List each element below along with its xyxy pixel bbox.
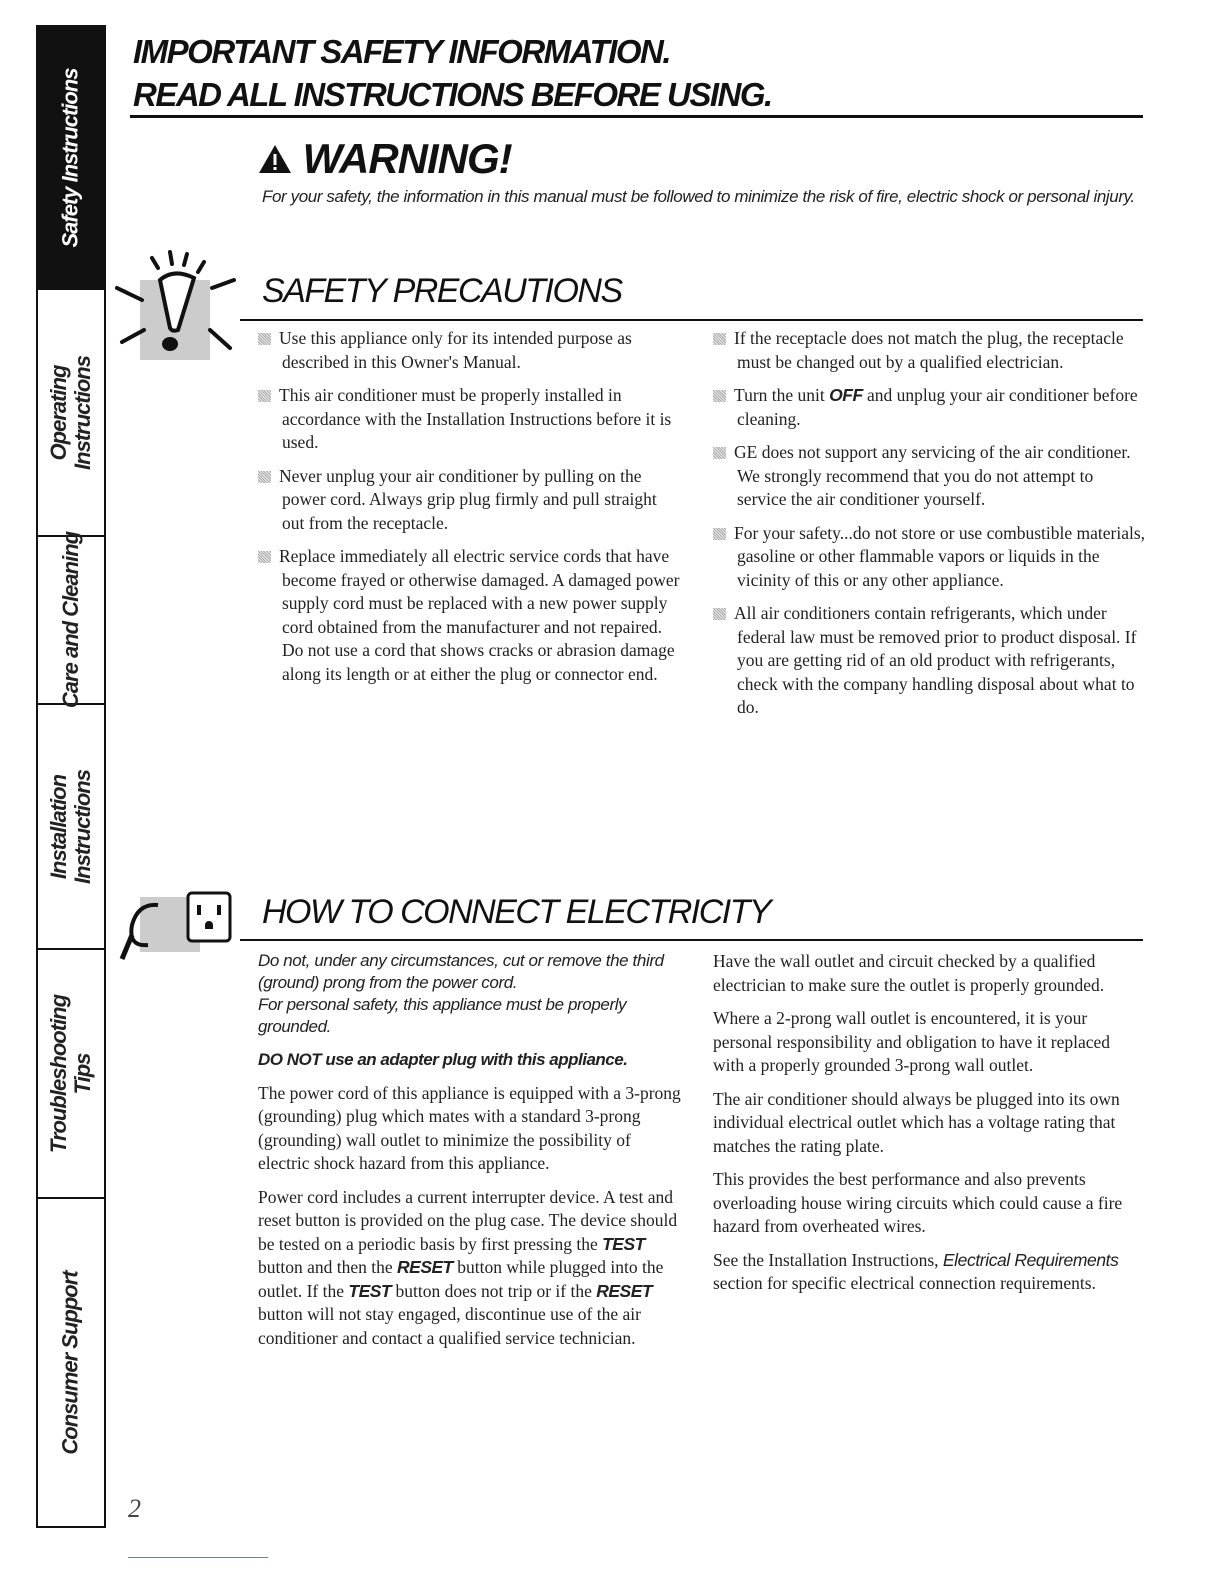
adapter-plug-warning: DO NOT use an adapter plug with this appliance. <box>258 1050 628 1069</box>
interrupter-paragraph <box>258 1186 683 1351</box>
safety-item-text: All air conditioners contain refrigerants, which under federal law must be removed prior to product disposal. If you are getting rid of an old product with refrigerants, check with the company handling disposal about what to do. <box>734 603 1137 717</box>
tab-operating-instructions[interactable] <box>38 290 104 537</box>
bullet-icon <box>713 333 726 345</box>
safety-left-column <box>258 327 683 696</box>
outlet-check-paragraph: Have the wall outlet and circuit checked by a qualified electrician to make sure the outlet is properly grounded. <box>713 951 1105 995</box>
text: section for specific electrical connection requirements. <box>713 1273 1096 1293</box>
footer-rule <box>128 1557 268 1558</box>
off-emphasis: OFF <box>829 385 863 405</box>
bullet-icon <box>258 333 271 345</box>
safety-item-text: Replace immediately all electric service cords that have become frayed or otherwise damaged. A damaged power supply cord must be replaced with a new power supply cord obtained from the manufacturer and not repaired. Do not use a cord that shows cracks or abrasion damage along its length or at either the plug or connector end. <box>279 546 680 684</box>
electrical-requirements-reference: Electrical Requirements <box>942 1249 1119 1270</box>
safety-item <box>713 441 1145 512</box>
warning-text: For your safety, the information in this manual must be followed to minimize the risk of fire, electric shock or personal injury. <box>262 187 1135 206</box>
reset-emphasis: RESET <box>397 1257 453 1277</box>
safety-item <box>713 384 1145 431</box>
safety-item <box>258 384 683 455</box>
text: button and then the <box>258 1257 398 1277</box>
tab-label: Operating Instructions <box>46 355 95 470</box>
tab-label: Troubleshooting Tips <box>46 994 96 1153</box>
bullet-icon <box>713 390 726 402</box>
safety-item-text: Use this appliance only for its intended purpose as described in this Owner's Manual. <box>279 328 632 372</box>
warning-heading <box>258 135 512 183</box>
page-number: 2 <box>128 1494 141 1523</box>
tab-consumer-support[interactable] <box>38 1199 104 1526</box>
tab-label: Installation Instructions <box>46 769 95 884</box>
tab-label: Safety Instructions <box>58 67 84 248</box>
two-prong-paragraph: Where a 2-prong wall outlet is encountered, it is your personal responsibility and obligation to have it replaced with a properly grounded 3-prong wall outlet. <box>713 1008 1111 1075</box>
electricity-rule <box>240 939 1143 941</box>
text: button does not trip or if the <box>391 1280 597 1301</box>
exclamation-alert-icon <box>112 250 252 365</box>
safety-item <box>258 545 683 686</box>
test-emphasis: TEST <box>348 1280 392 1301</box>
connect-electricity-heading: HOW TO CONNECT ELECTRICITY <box>262 893 771 931</box>
tab-care-and-cleaning[interactable] <box>38 531 104 709</box>
safety-item <box>713 602 1145 720</box>
test-emphasis: TEST <box>602 1233 645 1254</box>
warning-title: WARNING! <box>302 135 512 182</box>
safety-right-column <box>713 327 1145 730</box>
safety-precautions-heading: SAFETY PRECAUTIONS <box>262 272 622 310</box>
title-line-1: IMPORTANT SAFETY INFORMATION. <box>133 33 671 70</box>
individual-outlet-paragraph: The air conditioner should always be plugged into its own individual electrical outlet which has a voltage rating that matches the rating plate. <box>713 1088 1120 1156</box>
tab-troubleshooting-tips[interactable] <box>38 950 104 1199</box>
bullet-icon <box>713 447 726 459</box>
safety-rule <box>240 319 1143 321</box>
bullet-icon <box>258 551 271 563</box>
safety-item-text: If the receptacle does not match the plug, the receptacle must be changed out by a qualified electrician. <box>734 328 1124 372</box>
safety-item <box>258 465 683 536</box>
text: button will not stay engaged, discontinue use of the air conditioner and contact a qualified service technician. <box>258 1304 641 1348</box>
safety-item-text: Never unplug your air conditioner by pulling on the power cord. Always grip plug firmly and pull straight out from the receptacle. <box>279 465 657 533</box>
text: Power cord includes a current interrupter device. A test and reset button is provided on the plug case. The device should be tested on a periodic basis by first pressing the <box>258 1186 678 1254</box>
tab-label: Care and Cleaning <box>58 531 83 709</box>
safety-item <box>713 327 1145 374</box>
safety-item <box>258 327 683 374</box>
ground-prong-warning: Do not, under any circumstances, cut or remove the third (ground) prong from the power cord. <box>258 951 664 992</box>
page-title <box>133 30 772 116</box>
tab-safety-instructions[interactable] <box>38 27 104 290</box>
bullet-icon <box>713 528 726 540</box>
power-cord-paragraph: The power cord of this appliance is equipped with a 3-prong (grounding) plug which mates with a standard 3-prong (grounding) wall outlet to minimize the possibility of electric shock hazard from this appliance. <box>258 1082 681 1173</box>
tab-installation-instructions[interactable] <box>38 705 104 950</box>
section-sidebar <box>36 25 106 1528</box>
title-line-2: READ ALL INSTRUCTIONS BEFORE USING. <box>133 76 772 113</box>
text: See the Installation Instructions, <box>713 1249 943 1270</box>
bullet-icon <box>713 608 726 620</box>
performance-paragraph: This provides the best performance and also prevents overloading house wiring circuits which could cause a fire hazard from overheated wires. <box>713 1169 1123 1236</box>
bullet-icon <box>258 390 271 402</box>
warning-triangle-icon <box>258 143 292 175</box>
bullet-icon <box>258 471 271 483</box>
reset-emphasis: RESET <box>596 1280 653 1301</box>
title-rule <box>130 115 1143 118</box>
plug-outlet-icon <box>118 885 243 965</box>
see-installation-paragraph <box>713 1249 1145 1296</box>
electricity-right-column <box>713 950 1145 1306</box>
safety-item-text: and unplug your air conditioner before cleaning. <box>737 385 1138 429</box>
grounding-warning: For personal safety, this appliance must be properly grounded. <box>258 995 627 1036</box>
text: button while plugged into the outlet. If the <box>258 1257 664 1301</box>
safety-item-text: Turn the unit <box>734 385 830 405</box>
safety-item-text: For your safety...do not store or use combustible materials, gasoline or other flammable vapors or liquids in the vicinity of this or any other appliance. <box>734 522 1146 590</box>
tab-label: Consumer Support <box>58 1270 84 1455</box>
safety-item-text: GE does not support any servicing of the air conditioner. We strongly recommend that you do not attempt to service the air conditioner yourself. <box>734 442 1131 509</box>
safety-item-text: This air conditioner must be properly installed in accordance with the Installation Instructions before it is used. <box>279 385 672 452</box>
safety-item <box>713 522 1145 593</box>
electricity-left-column <box>258 950 683 1360</box>
